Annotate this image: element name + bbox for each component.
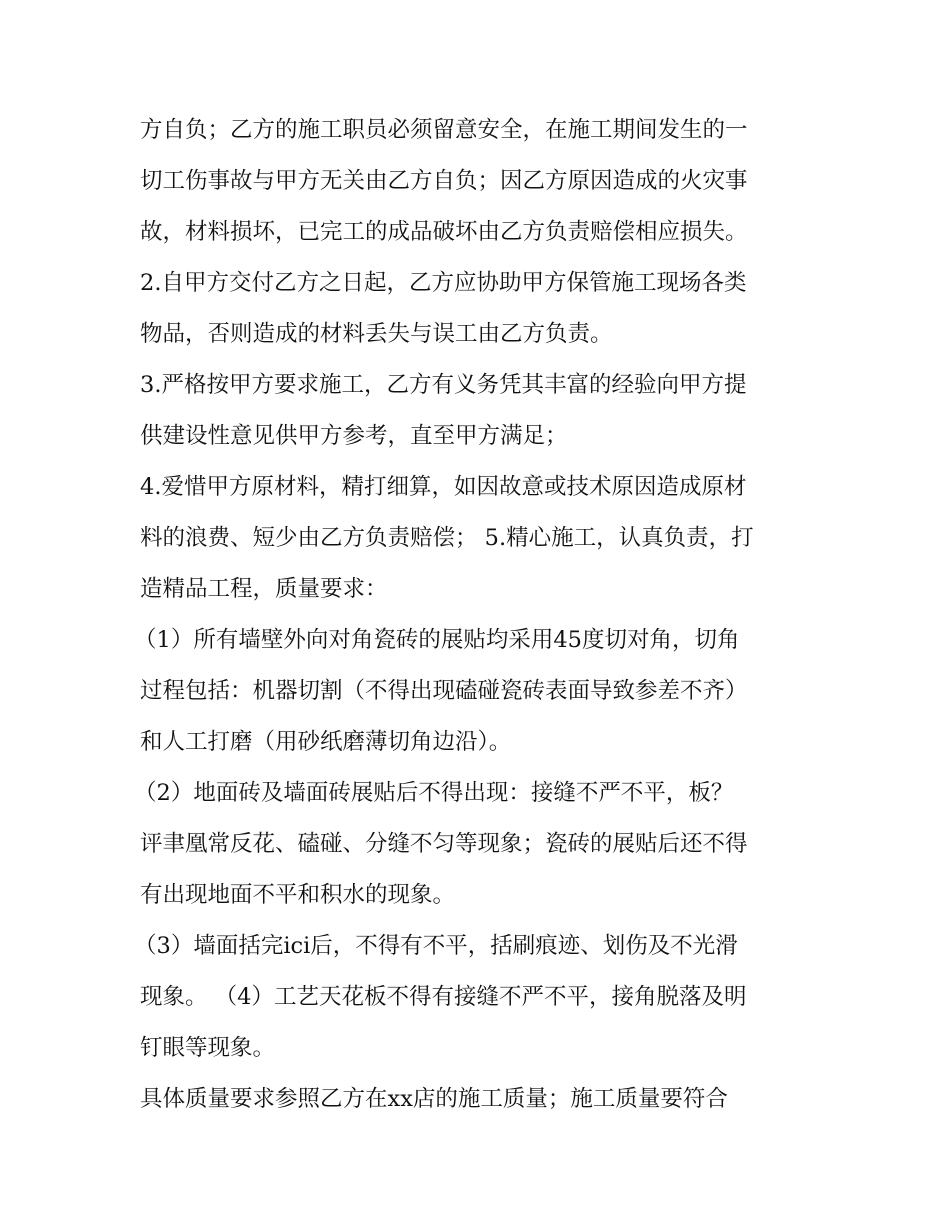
text-line: 现象。 （4）工艺天花板不得有接缝不严不平，接角脱落及明	[140, 984, 747, 1010]
text-line: 有出现地面不平和积水的现象。	[140, 882, 456, 908]
text-line: 具体质量要求参照乙方在xx店的施工质量；施工质量要符合	[140, 1086, 728, 1112]
text-line: 2.自甲方交付乙方之日起，乙方应协助甲方保管施工现场各类	[140, 270, 747, 296]
document-body	[134, 105, 816, 1125]
text-line: （2）地面砖及墙面砖展贴后不得出现：接缝不严不平，板？	[134, 780, 734, 806]
text-line: 切工伤事故与甲方无关由乙方自负；因乙方原因造成的火灾事	[140, 168, 748, 194]
text-line: 供建设性意见供甲方参考，直至甲方满足；	[140, 423, 568, 449]
text-line: 钉眼等现象。	[140, 1035, 276, 1061]
text-line: （1）所有墙壁外向对角瓷砖的展贴均采用45度切对角，切角	[134, 627, 740, 653]
text-line: （3）墙面括完ici后，不得有不平，括刷痕迹、划伤及不光滑	[134, 933, 738, 959]
text-line: 过程包括：机器切割（不得出现磕碰瓷砖表面导致参差不齐）	[140, 678, 748, 704]
text-line: 料的浪费、短少由乙方负责赔偿； 5.精心施工，认真负责，打	[140, 525, 754, 551]
text-line: 方自负；乙方的施工职员必须留意安全，在施工期间发生的一	[140, 117, 748, 143]
text-line: 和人工打磨（用砂纸磨薄切角边沿）。	[140, 729, 512, 755]
text-line: 故，材料损坏，已完工的成品破坏由乙方负责赔偿相应损失。	[140, 219, 748, 245]
text-line: 造精品工程，质量要求：	[140, 576, 388, 602]
text-line: 4.爱惜甲方原材料，精打细算，如因故意或技术原因造成原材	[140, 474, 747, 500]
text-line: 评聿凰常反花、磕碰、分缝不匀等现象；瓷砖的展贴后还不得	[140, 831, 748, 857]
text-line: 物品，否则造成的材料丢失与误工由乙方负责。	[140, 321, 613, 347]
text-line: 3.严格按甲方要求施工，乙方有义务凭其丰富的经验向甲方提	[140, 372, 747, 398]
